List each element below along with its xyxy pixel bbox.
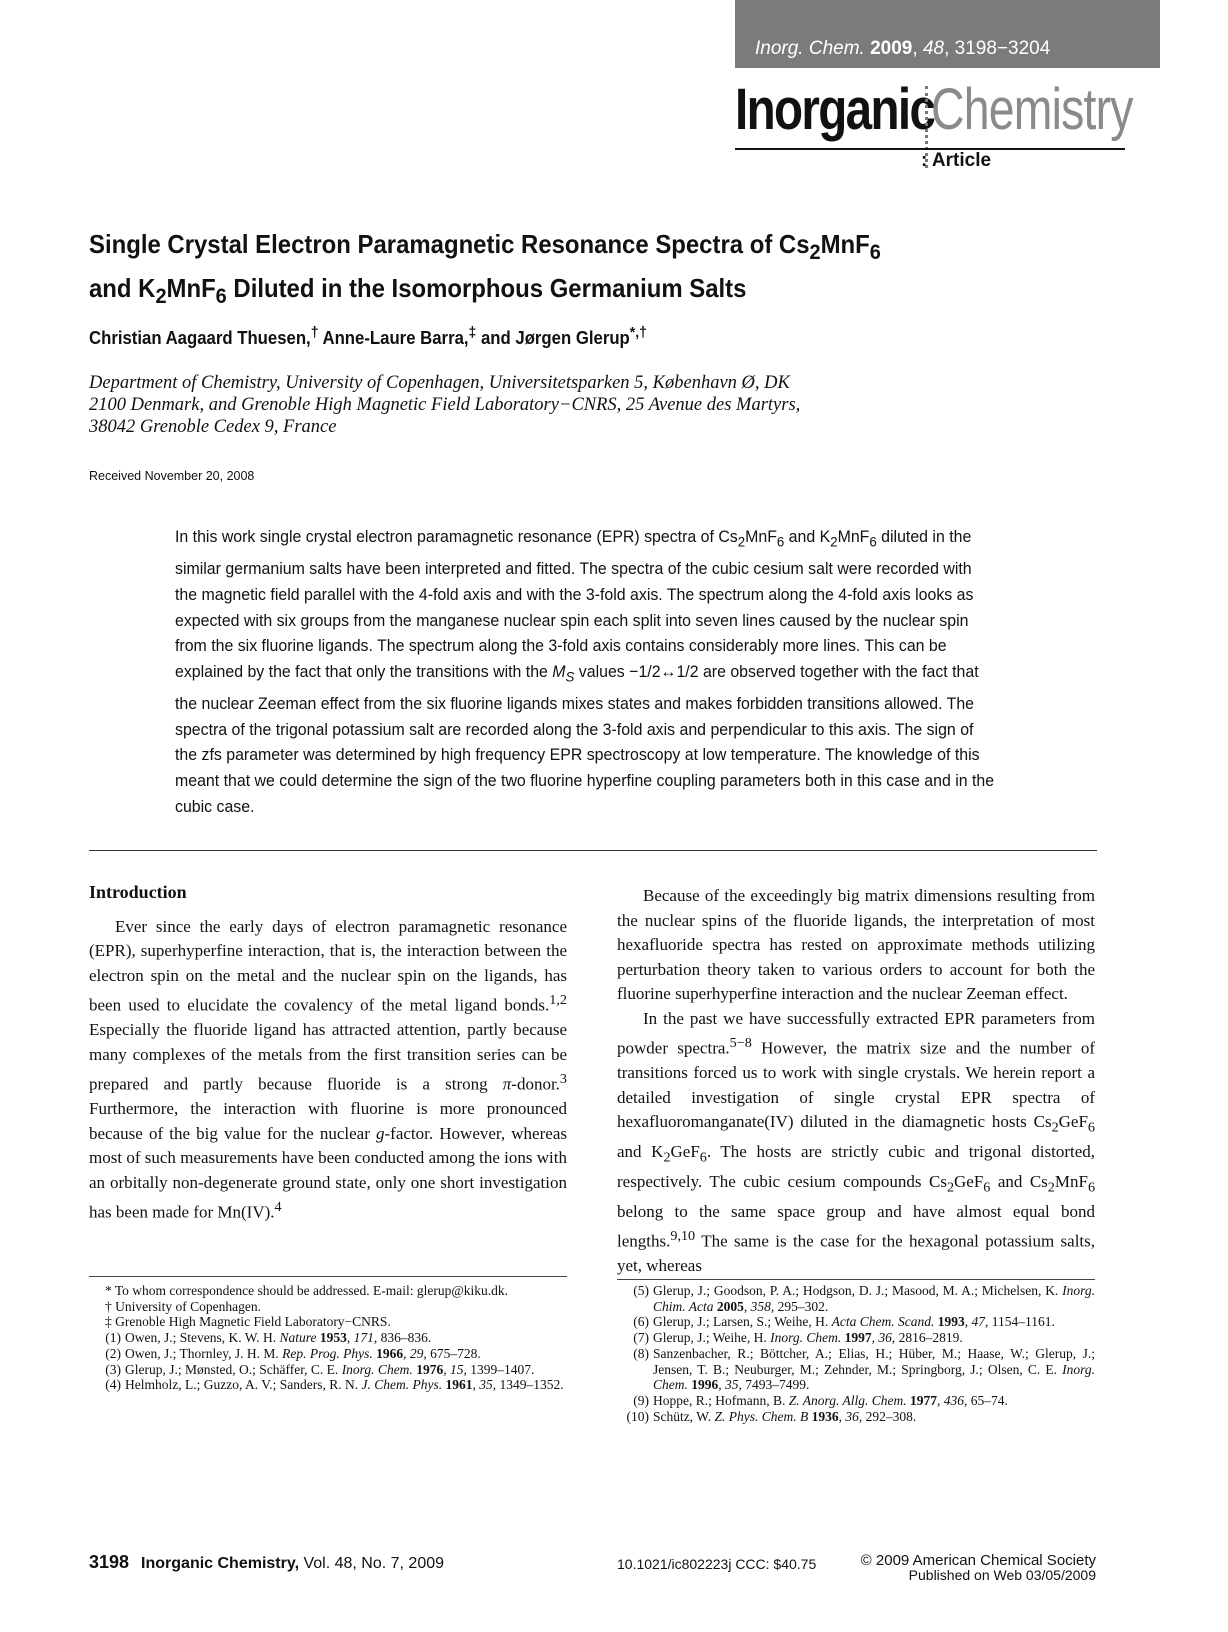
author-list: Christian Aagaard Thuesen,† Anne-Laure Barra,‡ and Jørgen Glerup*,†	[89, 324, 647, 348]
reference-item: (7) Glerup, J.; Weihe, H. Inorg. Chem. 1997, 36, 2816–2819.	[633, 1330, 963, 1346]
correspondence-note: * To whom correspondence should be addressed. E-mail: glerup@kiku.dk.	[105, 1283, 509, 1298]
article-title: Single Crystal Electron Paramagnetic Resonance Spectra of $Cs_2MnF_6$ and $K_2MnF_6$ Diluted in the Isomorphous Germanium Salts	[89, 229, 881, 309]
reference-item: (2) Owen, J.; Thornley, J. H. M. Rep. Prog. Phys. 1966, 29, 675–728.	[105, 1345, 481, 1361]
citation-bar	[735, 0, 1160, 68]
footer-published: Published on Web 03/05/2009	[908, 1567, 1096, 1583]
paragraph: Ever since the early days of electron paramagnetic resonance (EPR), superhyperfine interaction, that is, the interaction between the electron spin on the metal and the nuclear spin on the ligands, has been used to elucidate the covalency of the metal ligand bonds.$^{1,2}$ Especially the fluoride ligand has attracted attention, partly because many complexes of the metals from the first transition series can be prepared and partly because fluoride is a strong π-donor.$^3$ Furthermore, the interaction with fluorine is more pronounced because of the big value for the nuclear g-factor. However, whereas most of such measurements have been conducted among the ions with an orbitally non-degenerate ground state, only one short investigation has been made for Mn(IV).$^4$	[89, 916, 567, 1222]
reference-item: (9) Hoppe, R.; Hofmann, B. Z. Anorg. Allg. Chem. 1977, 436, 65–74.	[633, 1392, 1008, 1408]
footer-journal: Inorganic Chemistry,	[141, 1555, 300, 1572]
section-heading-introduction: Introduction	[89, 882, 187, 902]
page-footer-right	[861, 1553, 1096, 1583]
logo-section-label: : Article	[921, 150, 992, 171]
paragraph: In the past we have successfully extracted EPR parameters from powder spectra.$^{5-8}$ However, the matrix size and the number of transitions forced us to work with single crystals. We herein report a detailed investigation of single crystal EPR spectra of hexafluoromanganate(IV) diluted in the diamagnetic hosts $Cs_2GeF_6$ and $K_2GeF_6$. The hosts are strictly cubic and trigonal distorted, respectively. The cubic cesium compounds $Cs_2GeF_6$ and $Cs_2MnF_6$ belong to the same space group and have almost equal bond lengths.$^{9,10}$ The same is the case for the hexagonal potassium salts, yet, whereas	[617, 1008, 1096, 1276]
page-footer-left	[89, 1552, 444, 1573]
footnotes-left	[89, 1283, 567, 1393]
received-date: Received November 20, 2008	[89, 469, 255, 483]
footnote-rule	[617, 1279, 1095, 1280]
reference-item: (1) Owen, J.; Stevens, K. W. H. Nature 1953, 171, 836–836.	[105, 1330, 432, 1346]
logo-inorganic: Inorganic	[735, 77, 935, 142]
logo-chemistry: Chemistry	[931, 77, 1133, 142]
citation-text: Inorg. Chem. 2009, 48, 3198−3204	[755, 38, 1051, 59]
affiliations: Department of Chemistry, University of Copenhagen, Universitetsparken 5, København Ø, DK 2100 Denmark, and Grenoble High Magnetic Field Laboratory−CNRS, 25 Avenue des Martyrs, 38042 Grenoble Cedex 9, France	[89, 373, 801, 437]
footer-copyright: © 2009 American Chemical Society	[860, 1552, 1096, 1569]
footer-doi: 10.1021/ic802223j CCC: $40.75	[617, 1556, 817, 1572]
reference-item: (3) Glerup, J.; Mønsted, O.; Schäffer, C. E. Inorg. Chem. 1976, 15, 1399–1407.	[105, 1361, 535, 1377]
reference-list	[89, 1330, 567, 1393]
body-column-left	[89, 880, 567, 1225]
affiliation-note: † University of Copenhagen.	[105, 1298, 261, 1314]
reference-item: (8) Sanzenbacher, R.; Böttcher, A.; Elias, H.; Hüber, M.; Haase, W.; Glerup, J.; Jensen, T. B.; Neuburger, M.; Zehnder, M.; Springborg, J.; Olsen, C. E. Inorg. Chem. 1996, 35, 7493–7499.	[633, 1345, 1095, 1393]
reference-item: (10) Schütz, W. Z. Phys. Chem. B 1936, 36, 292–308.	[626, 1408, 917, 1424]
footnotes-right	[617, 1283, 1095, 1424]
abstract: In this work single crystal electron paramagnetic resonance (EPR) spectra of $Cs_2MnF_6$ and $K_2MnF_6$ diluted in the similar germanium salts have been interpreted and fitted. The spectra of the cubic cesium salt were recorded with the magnetic field parallel with the 4-fold axis and with the 3-fold axis. The spectrum along the 4-fold axis looks as expected with six groups from the manganese nuclear spin each split into seven lines caused by the nuclear spin from the six fluorine ligands. The spectrum along the 3-fold axis contains considerably more lines. This can be explained by the fact that only the transitions with the $M_S$ values −1/2↔1/2 are observed together with the fact that the nuclear Zeeman effect from the six fluorine ligands mixes states and makes forbidden transitions allowed. The spectra of the trigonal potassium salt are recorded along the 3-fold axis and perpendicular to this axis. The sign of the zfs parameter was determined by high frequency EPR spectroscopy at low temperature. The knowledge of this meant that we could determine the sign of the two fluorine hyperfine coupling parameters both in this case and in the cubic case.	[175, 527, 995, 816]
body-column-right	[617, 884, 1095, 1279]
reference-item: (5) Glerup, J.; Goodson, P. A.; Hodgson, D. J.; Masood, M. A.; Michelsen, K. Inorg. Chim. Acta 2005, 358, 295–302.	[633, 1283, 1095, 1314]
reference-item: (4) Helmholz, L.; Guzzo, A. V.; Sanders, R. N. J. Chem. Phys. 1961, 35, 1349–1352.	[105, 1377, 564, 1393]
abstract-divider	[89, 850, 1097, 851]
footnote-rule	[89, 1276, 567, 1277]
footer-issue: Vol. 48, No. 7, 2009	[299, 1555, 445, 1572]
reference-item: (6) Glerup, J.; Larsen, S.; Weihe, H. Acta Chem. Scand. 1993, 47, 1154–1161.	[633, 1314, 1055, 1330]
journal-logo	[735, 76, 1133, 176]
affiliation-note: ‡ Grenoble High Magnetic Field Laboratory−CNRS.	[105, 1314, 391, 1330]
paragraph: Because of the exceedingly big matrix dimensions resulting from the nuclear spins of the fluoride ligands, the interpretation of most hexafluoride spectra has rested on approximate methods utilizing perturbation theory taken to various orders to account for both the fluorine superhyperfine interaction and the nuclear Zeeman effect.	[617, 886, 1095, 1003]
page-number: 3198	[89, 1552, 130, 1572]
